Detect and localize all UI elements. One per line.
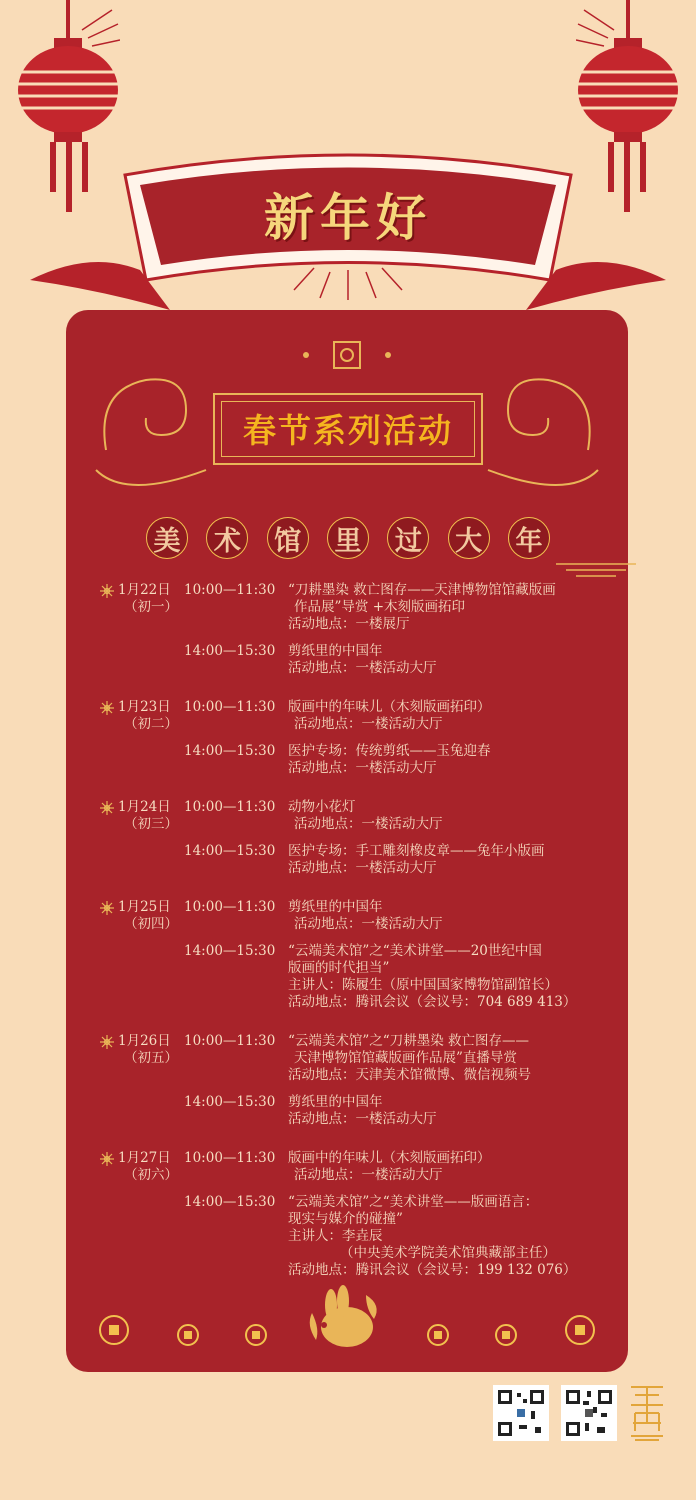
session-line: “云端美术馆”之“美术讲堂——20世纪中国: [288, 943, 542, 959]
session-line: 天津博物馆馆藏版画作品展”直播导赏: [294, 1050, 517, 1066]
session-time: 10:00—11:30: [184, 582, 276, 598]
snowflake-icon: [100, 701, 114, 715]
session-time: 14:00—15:30: [184, 943, 276, 959]
wave-divider: [556, 558, 636, 578]
session-line: “刀耕墨染 救亡图存——天津博物馆馆藏版画: [288, 582, 556, 598]
theme-char: 过: [387, 517, 429, 559]
session-line: 动物小花灯: [288, 799, 356, 815]
session-line: 活动地点：天津美术馆微博、微信视频号: [288, 1067, 531, 1083]
session: [96, 699, 636, 733]
snowflake-icon: [100, 801, 114, 815]
session-time: 14:00—15:30: [184, 843, 276, 859]
session-line: 剪纸里的中国年: [288, 899, 383, 915]
session-time: 10:00—11:30: [184, 699, 276, 715]
coin-row: [66, 1285, 628, 1355]
day-block: [96, 1033, 636, 1128]
session-line: 主讲人：李垚辰: [288, 1228, 383, 1244]
session-line: 活动地点：一楼活动大厅: [288, 1111, 437, 1127]
session-time: 14:00—15:30: [184, 1094, 276, 1110]
session-line: 活动地点：腾讯会议（会议号：704 689 413）: [288, 994, 577, 1010]
banner-title: 新年好: [264, 188, 432, 247]
day-lunar: （初一）: [124, 599, 178, 615]
session-line: 版画的时代担当”: [288, 960, 390, 976]
day-block: [96, 899, 636, 1011]
session-line: 主讲人：陈履生（原中国国家博物馆副馆长）: [288, 977, 558, 993]
session-line: 活动地点：一楼活动大厅: [294, 1167, 443, 1183]
day-lunar: （初四）: [124, 916, 178, 932]
session-line: 活动地点：一楼活动大厅: [288, 660, 437, 676]
day-block: [96, 1150, 636, 1279]
theme-char: 年: [508, 517, 550, 559]
schedule: [96, 582, 636, 1301]
session-line: 活动地点：一楼活动大厅: [294, 816, 443, 832]
session-line: 版画中的年味儿（木刻版画拓印）: [288, 1150, 491, 1166]
session-time: 10:00—11:30: [184, 899, 276, 915]
session: [96, 843, 636, 877]
session: [96, 799, 636, 833]
rabbit-papercut-icon: [310, 1285, 377, 1347]
theme-char: 美: [146, 517, 188, 559]
session-time: 10:00—11:30: [184, 1033, 276, 1049]
session-line: 活动地点：一楼活动大厅: [294, 916, 443, 932]
day-date: 1月26日: [118, 1033, 171, 1049]
session-line: “云端美术馆”之“美术讲堂——版画语言：: [288, 1194, 539, 1210]
theme-char: 术: [206, 517, 248, 559]
session-line: 活动地点：腾讯会议（会议号：199 132 076）: [288, 1262, 577, 1278]
session-line: 医护专场：传统剪纸——玉兔迎春: [288, 743, 491, 759]
day-lunar: （初三）: [124, 816, 178, 832]
snowflake-icon: [100, 901, 114, 915]
day-lunar: （初六）: [124, 1167, 178, 1183]
session-time: 10:00—11:30: [184, 1150, 276, 1166]
session-line: （中央美术学院美术馆典藏部主任）: [340, 1245, 556, 1261]
qr-code-icon-2: [561, 1385, 617, 1441]
session-time: 10:00—11:30: [184, 799, 276, 815]
subtitle: 春节系列活动: [243, 411, 453, 450]
session-line: 活动地点：一楼活动大厅: [288, 760, 437, 776]
snowflake-icon: [100, 1035, 114, 1049]
session-line: 剪纸里的中国年: [288, 1094, 383, 1110]
theme-circles: [146, 517, 550, 561]
session-time: 14:00—15:30: [184, 1194, 276, 1210]
session-time: 14:00—15:30: [184, 743, 276, 759]
session-line: 活动地点：一楼展厅: [288, 616, 410, 632]
session: [96, 943, 636, 1011]
session-line: 现实与媒介的碰撞”: [288, 1211, 403, 1227]
session-line: 活动地点：一楼活动大厅: [294, 716, 443, 732]
session-line: 版画中的年味儿（木刻版画拓印）: [288, 699, 491, 715]
session: [96, 899, 636, 933]
day-lunar: （初五）: [124, 1050, 178, 1066]
session: [96, 643, 636, 677]
theme-char: 里: [327, 517, 369, 559]
session: [96, 1150, 636, 1184]
day-date: 1月23日: [118, 699, 171, 715]
session-line: 作品展”导赏 +木刻版画拓印: [294, 599, 466, 615]
day-date: 1月24日: [118, 799, 171, 815]
session: [96, 1094, 636, 1128]
day-block: [96, 699, 636, 777]
session: [96, 743, 636, 777]
session-line: 医护专场：手工雕刻橡皮章——兔年小版画: [288, 843, 545, 859]
session: [96, 1033, 636, 1084]
session-line: “云端美术馆”之“刀耕墨染 救亡图存——: [288, 1033, 529, 1049]
theme-char: 馆: [267, 517, 309, 559]
session-time: 14:00—15:30: [184, 643, 276, 659]
qr-code-icon-1: [493, 1385, 549, 1441]
day-date: 1月22日: [118, 582, 171, 598]
day-date: 1月25日: [118, 899, 171, 915]
museum-logo-icon: [627, 1383, 667, 1443]
snowflake-icon: [100, 584, 114, 598]
session-line: 活动地点：一楼活动大厅: [288, 860, 437, 876]
session: [96, 1194, 636, 1279]
session: [96, 582, 636, 633]
day-lunar: （初二）: [124, 716, 178, 732]
day-block: [96, 799, 636, 877]
theme-char: 大: [448, 517, 490, 559]
snowflake-icon: [100, 1152, 114, 1166]
day-date: 1月27日: [118, 1150, 171, 1166]
session-line: 剪纸里的中国年: [288, 643, 383, 659]
day-block: [96, 582, 636, 677]
